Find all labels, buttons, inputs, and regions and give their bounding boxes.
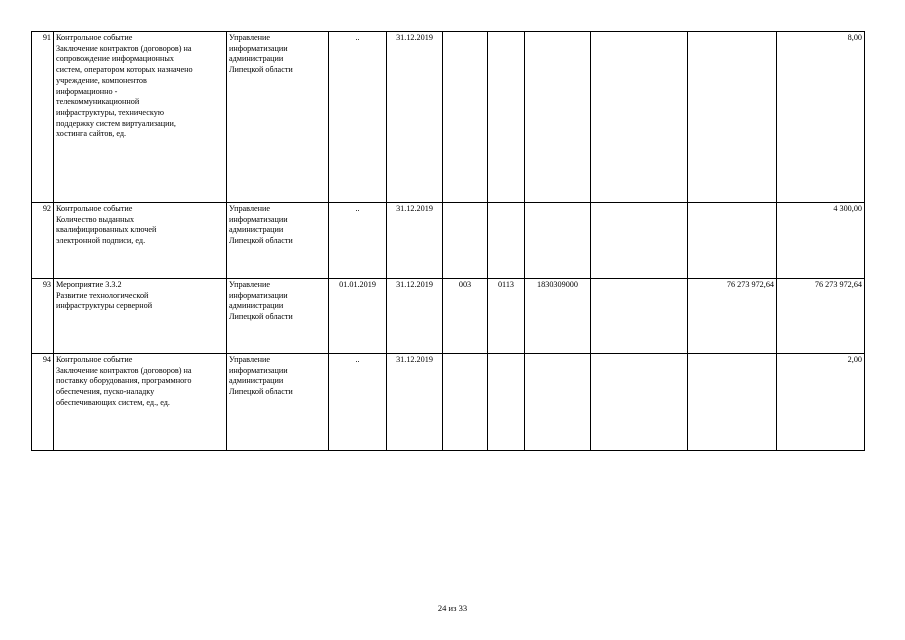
row-number-cell: 93 <box>32 279 54 354</box>
vr-code-cell <box>591 203 688 279</box>
event-name-line: Контрольное событие <box>56 33 133 42</box>
indicator-value-cell: 8,00 <box>777 32 865 203</box>
indicator-value-cell: 76 273 972,64 <box>777 279 865 354</box>
start-date-cell: 01.01.2019 <box>329 279 387 354</box>
event-name-line: Количество выданных <box>56 214 135 224</box>
event-name-line: Мероприятие 3.3.2 <box>56 280 122 289</box>
vr-code-cell <box>591 279 688 354</box>
executor-cell <box>227 354 329 451</box>
event-name-line: информационно - <box>56 86 118 96</box>
executor-line: информатизации <box>229 290 288 300</box>
end-date-cell: 31.12.2019 <box>387 203 443 279</box>
table-row <box>32 354 865 451</box>
event-name-cell <box>54 203 227 279</box>
rzpr-code-cell: 0113 <box>488 279 525 354</box>
csr-code-cell <box>525 203 591 279</box>
executor-line: Липецкой области <box>229 387 293 397</box>
event-name-cell <box>54 32 227 203</box>
event-name-line: хостинга сайтов, ед. <box>56 129 127 139</box>
event-name-cell <box>54 354 227 451</box>
row-number-cell: 91 <box>32 32 54 203</box>
event-name-line: Развитие технологической <box>56 290 149 300</box>
grbs-code-cell <box>443 354 488 451</box>
executor-line: Липецкой области <box>229 236 293 246</box>
grbs-code-cell: 003 <box>443 279 488 354</box>
event-name-cell <box>54 279 227 354</box>
start-date-cell: .. <box>329 32 387 203</box>
executor-line: администрации <box>229 376 284 386</box>
executor-line: Управление <box>229 204 271 213</box>
indicator-value-cell: 4 300,00 <box>777 203 865 279</box>
event-name-line: инфраструктуры серверной <box>56 301 153 311</box>
executor-line: Липецкой области <box>229 65 293 75</box>
event-name-line: сопровождение информационных <box>56 54 175 64</box>
indicator-value-cell: 2,00 <box>777 354 865 451</box>
event-name-line: поставку оборудования, программного <box>56 376 192 386</box>
event-name-line: Контрольное событие <box>56 355 133 364</box>
event-name-line: Контрольное событие <box>56 204 133 213</box>
executor-cell <box>227 203 329 279</box>
start-date-cell: .. <box>329 354 387 451</box>
vr-code-cell <box>591 32 688 203</box>
event-name-line: систем, оператором которых назначено <box>56 65 193 75</box>
csr-code-cell: 1830309000 <box>525 279 591 354</box>
executor-line: Управление <box>229 280 271 289</box>
event-name-line: телекоммуникационной <box>56 97 140 107</box>
event-name-line: обеспечивающих систем, ед., ед. <box>56 397 170 407</box>
end-date-cell: 31.12.2019 <box>387 354 443 451</box>
total-amount-cell <box>688 32 777 203</box>
event-name-line: Заключение контрактов (договоров) на <box>56 365 192 375</box>
rzpr-code-cell <box>488 203 525 279</box>
event-name-line: Заключение контрактов (договоров) на <box>56 43 192 53</box>
executor-cell <box>227 279 329 354</box>
executor-line: информатизации <box>229 365 288 375</box>
grbs-code-cell <box>443 32 488 203</box>
row-number-cell: 92 <box>32 203 54 279</box>
start-date-cell: .. <box>329 203 387 279</box>
row-number-cell: 94 <box>32 354 54 451</box>
page-number: 24 из 33 <box>437 603 468 613</box>
executor-line: администрации <box>229 225 284 235</box>
plan-table <box>31 31 865 451</box>
total-amount-cell <box>688 354 777 451</box>
table-row <box>32 32 865 203</box>
rzpr-code-cell <box>488 354 525 451</box>
executor-line: Липецкой области <box>229 312 293 322</box>
executor-line: Управление <box>229 33 271 42</box>
event-name-line: квалифицированных ключей <box>56 225 157 235</box>
total-amount-cell <box>688 203 777 279</box>
executor-line: администрации <box>229 301 284 311</box>
csr-code-cell <box>525 354 591 451</box>
end-date-cell: 31.12.2019 <box>387 279 443 354</box>
executor-line: Управление <box>229 355 271 364</box>
vr-code-cell <box>591 354 688 451</box>
event-name-line: обеспечения, пуско-наладку <box>56 387 155 397</box>
event-name-line: электронной подписи, ед. <box>56 236 146 246</box>
total-amount-cell: 76 273 972,64 <box>688 279 777 354</box>
executor-line: администрации <box>229 54 284 64</box>
executor-line: информатизации <box>229 43 288 53</box>
csr-code-cell <box>525 32 591 203</box>
event-name-line: учреждение, компонентов <box>56 75 147 85</box>
end-date-cell: 31.12.2019 <box>387 32 443 203</box>
event-name-line: поддержку систем виртуализации, <box>56 118 176 128</box>
executor-line: информатизации <box>229 214 288 224</box>
event-name-line: инфраструктуры, техническую <box>56 107 164 117</box>
table-row <box>32 203 865 279</box>
rzpr-code-cell <box>488 32 525 203</box>
grbs-code-cell <box>443 203 488 279</box>
table-row <box>32 279 865 354</box>
executor-cell <box>227 32 329 203</box>
